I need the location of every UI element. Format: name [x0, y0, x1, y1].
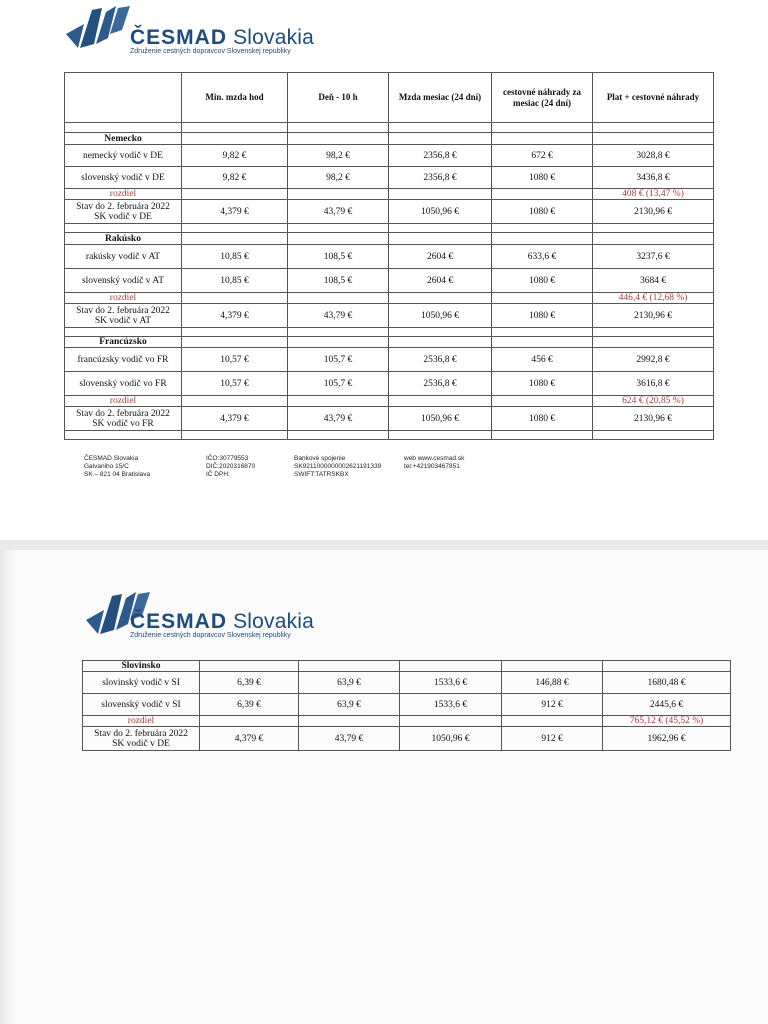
cell: 43,79 €: [299, 727, 400, 751]
footer-col-contact: web www.cesmad.sk tel:+421903467851: [404, 455, 465, 470]
cell: 912 €: [502, 694, 603, 716]
header-cell: cestovné náhrady za mesiac (24 dní): [492, 73, 593, 123]
cell: 1080 €: [492, 269, 593, 293]
cell: 1050,96 €: [389, 304, 492, 328]
footer-col-address: ČESMAD Slovakia Galvaniho 15/C SK – 821 04 Bratislava: [84, 455, 151, 478]
section-title: Slovinsko: [83, 661, 200, 672]
table-row: [65, 245, 714, 269]
section-title-row: [83, 661, 731, 672]
state-label: Stav do 2. februára 2022 SK vodič v DE: [83, 727, 200, 751]
cell: 2130,96 €: [593, 407, 714, 431]
header-cell: [65, 73, 182, 123]
cell: 1080 €: [492, 407, 593, 431]
cell: 9,82 €: [182, 145, 288, 167]
cell: 10,57 €: [182, 372, 288, 396]
state-row: [65, 407, 714, 431]
table-header-row: [65, 73, 714, 123]
cell: 4,379 €: [182, 407, 288, 431]
table-row: [83, 672, 731, 694]
diff-label: rozdiel: [65, 293, 182, 304]
cell: 43,79 €: [288, 200, 389, 224]
page-gap: [0, 540, 768, 550]
cesmad-logo: [64, 4, 315, 58]
diff-value: 408 € (13,47 %): [593, 189, 714, 200]
cell: 3436,8 €: [593, 167, 714, 189]
diff-value: 624 € (20,85 %): [593, 396, 714, 407]
cell: 43,79 €: [288, 407, 389, 431]
spacer-row: [65, 431, 714, 440]
state-label: Stav do 2. februára 2022 SK vodič vo FR: [65, 407, 182, 431]
cell: 2536,8 €: [389, 348, 492, 372]
diff-label: rozdiel: [65, 189, 182, 200]
row-label: slovenský vodič v DE: [65, 167, 182, 189]
cell: 63,9 €: [299, 694, 400, 716]
cell: 108,5 €: [288, 245, 389, 269]
section-title-row: [65, 337, 714, 348]
cell: 43,79 €: [288, 304, 389, 328]
row-label: rakúsky vodič v AT: [65, 245, 182, 269]
logo-tagline: Združenie cestných dopravcov Slovenskej republiky: [130, 48, 291, 55]
cell: 10,85 €: [182, 245, 288, 269]
cell: 2604 €: [389, 245, 492, 269]
table-row: [65, 145, 714, 167]
wage-table-1: [64, 72, 714, 440]
spacer-row: [65, 123, 714, 133]
diff-row: [65, 189, 714, 200]
cell: 2992,8 €: [593, 348, 714, 372]
section-title-row: [65, 233, 714, 245]
section-title-row: [65, 133, 714, 145]
cell: 4,379 €: [182, 200, 288, 224]
state-row: [65, 200, 714, 224]
table-row: [65, 269, 714, 293]
cell: 146,88 €: [502, 672, 603, 694]
spacer-row: [65, 224, 714, 233]
cell: 912 €: [502, 727, 603, 751]
table-row: [65, 372, 714, 396]
section-title: Nemecko: [65, 133, 182, 145]
cell: 9,82 €: [182, 167, 288, 189]
cell: 10,57 €: [182, 348, 288, 372]
logo-name-bold: ČESMAD: [130, 26, 228, 49]
cesmad-logo-icon: [64, 4, 132, 50]
page-edge-shadow: [0, 550, 18, 1024]
cesmad-logo: [84, 590, 314, 644]
cell: 2130,96 €: [593, 304, 714, 328]
cell: 2445,6 €: [603, 694, 731, 716]
diff-value: 446,4 € (12,68 %): [593, 293, 714, 304]
cell: 1050,96 €: [400, 727, 502, 751]
diff-label: rozdiel: [65, 396, 182, 407]
cell: 456 €: [492, 348, 593, 372]
cell: 3237,6 €: [593, 245, 714, 269]
row-label: slovenský vodič v AT: [65, 269, 182, 293]
cell: 2604 €: [389, 269, 492, 293]
diff-row: [83, 716, 731, 727]
state-row: [65, 304, 714, 328]
page-2: [0, 550, 768, 1024]
diff-row: [65, 396, 714, 407]
row-label: slovinský vodič v SI: [83, 672, 200, 694]
cell: 2356,8 €: [389, 145, 492, 167]
logo-name-bold: ČESMAD: [130, 610, 228, 633]
logo-tagline: Združenie cestných dopravcov Slovenskej republiky: [130, 632, 291, 639]
cell: 1533,6 €: [400, 672, 502, 694]
cell: 98,2 €: [288, 167, 389, 189]
row-label: slovenský vodič v SI: [83, 694, 200, 716]
cell: 1050,96 €: [389, 200, 492, 224]
table-row: [65, 167, 714, 189]
cell: 10,85 €: [182, 269, 288, 293]
header-cell: Min. mzda hod: [182, 73, 288, 123]
cell: 3684 €: [593, 269, 714, 293]
state-label: Stav do 2. februára 2022 SK vodič v AT: [65, 304, 182, 328]
diff-row: [65, 293, 714, 304]
header-cell: Deň - 10 h: [288, 73, 389, 123]
cell: 6,39 €: [200, 672, 299, 694]
spacer-row: [65, 328, 714, 337]
row-label: francúzsky vodič vo FR: [65, 348, 182, 372]
row-label: slovenský vodič vo FR: [65, 372, 182, 396]
cell: 105,7 €: [288, 348, 389, 372]
header-cell: Plat + cestovné náhrady: [593, 73, 714, 123]
diff-label: rozdiel: [83, 716, 200, 727]
cell: 4,379 €: [182, 304, 288, 328]
cell: 672 €: [492, 145, 593, 167]
cell: 4,379 €: [200, 727, 299, 751]
cell: 2356,8 €: [389, 167, 492, 189]
footer-col-bank: Bankové spojenie SK9211000000002621191339 SWIFT:TATRSKBX: [294, 455, 382, 478]
table-row: [65, 348, 714, 372]
cell: 6,39 €: [200, 694, 299, 716]
table-row: [83, 694, 731, 716]
cell: 63,9 €: [299, 672, 400, 694]
cell: 1962,96 €: [603, 727, 731, 751]
state-label: Stav do 2. februára 2022 SK vodič v DE: [65, 200, 182, 224]
cell: 1050,96 €: [389, 407, 492, 431]
logo-name-light: Slovakia: [233, 26, 315, 49]
cell: 108,5 €: [288, 269, 389, 293]
section-title: Rakúsko: [65, 233, 182, 245]
section-title: Francúzsko: [65, 337, 182, 348]
cell: 1080 €: [492, 372, 593, 396]
cell: 3616,8 €: [593, 372, 714, 396]
cell: 633,6 €: [492, 245, 593, 269]
header-cell: Mzda mesiac (24 dní): [389, 73, 492, 123]
cell: 1533,6 €: [400, 694, 502, 716]
wage-table-2: [82, 660, 731, 751]
cell: 1080 €: [492, 200, 593, 224]
cell: 2130,96 €: [593, 200, 714, 224]
footer-col-ids: IČO:30779553 DIČ:2020316870 IČ DPH:: [206, 455, 256, 478]
cell: 1680,48 €: [603, 672, 731, 694]
cell: 1080 €: [492, 304, 593, 328]
cell: 105,7 €: [288, 372, 389, 396]
cell: 1080 €: [492, 167, 593, 189]
cell: 2536,8 €: [389, 372, 492, 396]
state-row: [83, 727, 731, 751]
row-label: nemecký vodič v DE: [65, 145, 182, 167]
cell: 98,2 €: [288, 145, 389, 167]
diff-value: 765,12 € (45,52 %): [603, 716, 731, 727]
cell: 3028,8 €: [593, 145, 714, 167]
logo-name-light: Slovakia: [233, 610, 315, 633]
